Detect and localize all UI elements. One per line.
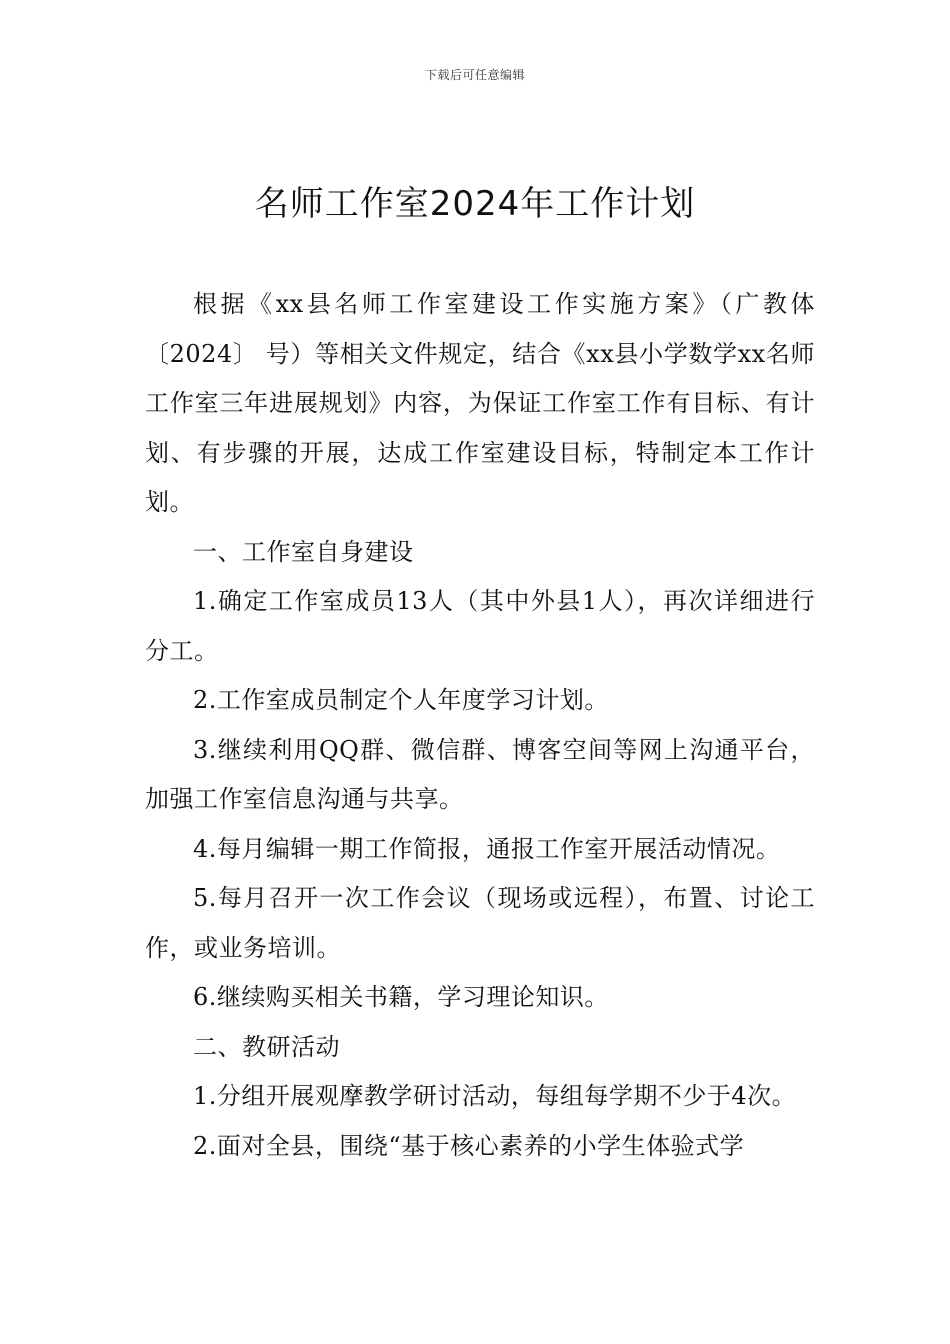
document-title: 名师工作室2024年工作计划 bbox=[254, 184, 696, 224]
header-note: 下载后可任意编辑 bbox=[424, 68, 525, 82]
intro-paragraph: 根据《xx县名师工作室建设工作实施方案》（广教体〔2024〕 号）等相关文件规定，结合《xx县小学数学xx名师工作室三年进展规划》内容，为保证工作室工作有目标、有计划、有步骤的开展，达成工作室建设目标，特制定本工作计划。 bbox=[145, 290, 815, 516]
document-body bbox=[145, 280, 815, 1171]
list-item: 3.继续利用QQ群、微信群、博客空间等网上沟通平台，加强工作室信息沟通与共享。 bbox=[145, 735, 815, 813]
list-item: 2.工作室成员制定个人年度学习计划。 bbox=[193, 686, 609, 714]
section-heading-2: 二、教研活动 bbox=[193, 1032, 340, 1061]
list-item: 6.继续购买相关书籍，学习理论知识。 bbox=[193, 983, 609, 1011]
list-item: 1.分组开展观摩教学研讨活动，每组每学期不少于4次。 bbox=[193, 1082, 797, 1110]
list-item: 4.每月编辑一期工作简报，通报工作室开展活动情况。 bbox=[193, 834, 781, 863]
list-item: 5.每月召开一次工作会议（现场或远程），布置、讨论工作，或业务培训。 bbox=[145, 884, 815, 962]
list-item: 1.确定工作室成员13人（其中外县1人），再次详细进行分工。 bbox=[145, 587, 815, 665]
list-item: 2.面对全县，围绕“基于核心素养的小学生体验式学 bbox=[193, 1131, 745, 1160]
section-heading-1: 一、工作室自身建设 bbox=[193, 537, 414, 566]
